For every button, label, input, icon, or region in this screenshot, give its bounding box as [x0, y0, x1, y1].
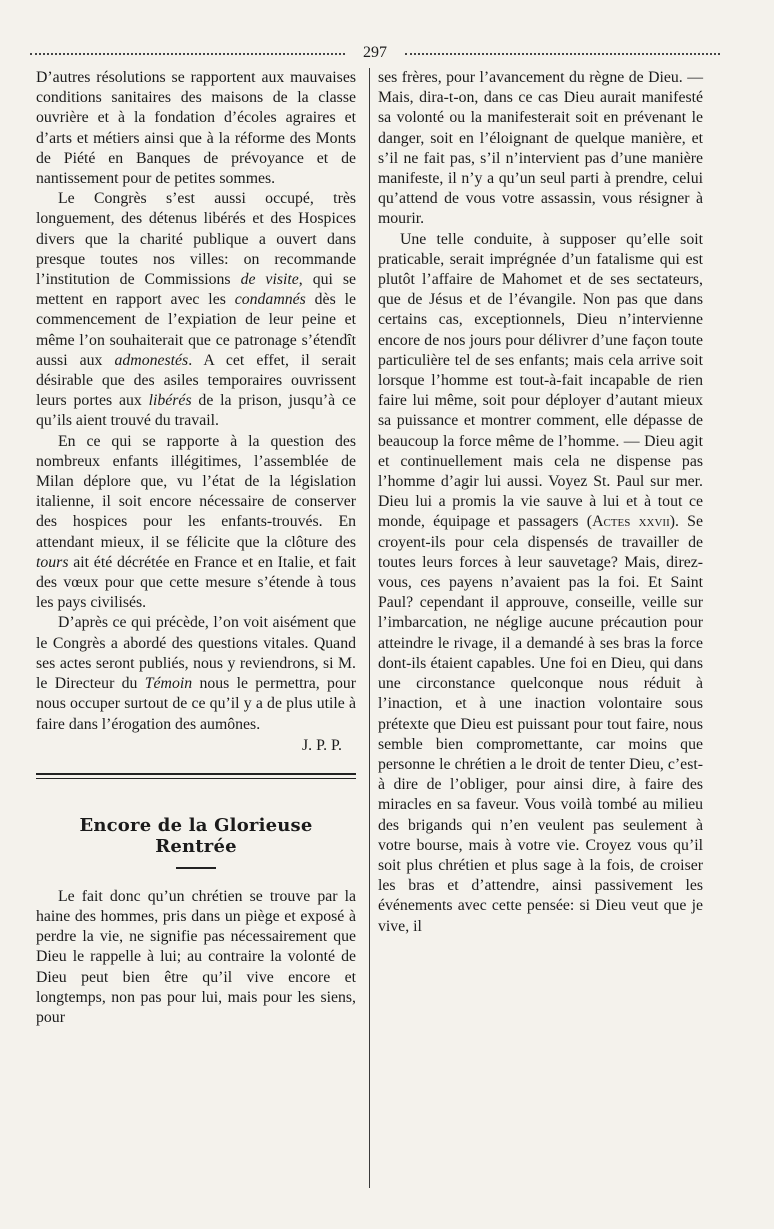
paragraph-fatalism: Une telle conduite, à supposer qu’elle soit praticable, serait imprégnée d’un fatalisme qui est plutôt l’affaire de Mahomet et de ses sectateurs, que de Jésus et de l’évangile. Non pas que dans certains cas, exceptionnels, Dieu n’intervienne encore de nos jours pour délivrer d’une façon toute particulière tel de ses enfants; mais cela arrive soit lorsque l’homme est tout-à-fait incapable de rien faire lui même, soit pour déployer d’autant mieux sa puissance et montrer comment, elle dépasse de beaucoup la force même de l’homme. — Dieu agit et continuellement mais cela ne dispense pas l’homme d’agir lui aussi. Voyez St. Paul sur mer. Dieu lui a promis la vie sauve à lui et à tout ce monde, équipage et passagers (Actes xxvii). Se croyent-ils pour cela dispensés de travailler de toutes leurs forces à leur sauvetage? Mais, direz-vous, ces payens n’avaient pas la foi. Et Saint Paul? cependant il approuve, conseille, veille sur l’imbarcation, ne néglige aucune précaution pour atteindre le rivage, il a demandé à ses bras la force dont-ils étaient capables. Une foi en Dieu, qui dans une circonstance quelconque nous réduit à l’inaction, et à une inaction volontaire sous prétexte que Dieu est puissant pour tout faire, nous semble bien compromettante, car moins que personne le chrétien a le droit de tenter Dieu, c’est-à dire de l’obliger, pour ainsi dire, à faire des miracles en sa faveur. Vous voilà tombé au milieu des brigands qui n’en veulent pas seulement à votre bourse, mais à votre vie. Croyez vous qu’il soit plus chrétien et plus sage à la fois, de croiser les bras et d’attendre, ainsi passivement les événements avec cette pensée: si Dieu veut que je vive, il: [378, 230, 703, 935]
paragraph-vital-questions: D’après ce qui précède, l’on voit aisément que le Congrès a abordé des questions vitales. Quand ses actes seront publiés, nous y reviendrons, si M. le Directeur du Témoin nous le permettra, pour nous occuper surtout de ce qu’il y a de plus utile à faire dans l’érogation des aumônes.: [36, 614, 356, 733]
paragraph-illegitimate-children: En ce qui se rapporte à la question des nombreux enfants illégitimes, l’assemblée de Milan déplore que, vu l’état de la législation italienne, il soit encore nécessaire de conserver des hospices pour les enfants-trouvés. En attendant mieux, il se félicite que la clôture des tours ait été décrétée en France et en Italie, et fait des vœux pour que cette mesure s’étende à tous les pays civilisés.: [36, 432, 356, 612]
section-rule-thin: [36, 778, 356, 779]
paragraph-resolutions: D’autres résolutions se rapportent aux mauvaises conditions sanitaires des maisons de la classe ouvrière et à la fondation d’écoles agraires et d’arts et métiers ainsi que à la réforme des Monts de Piété en Banques de prévoyance et de nantissement pour de petites sommes.: [36, 69, 356, 188]
page-number: 297: [363, 44, 387, 61]
left-column: [36, 68, 356, 1028]
spacer: [36, 869, 356, 887]
right-column: [378, 68, 703, 937]
section-title: Encore de la Glorieuse Rentrée: [79, 814, 313, 857]
section-rule: [36, 773, 356, 775]
paragraph-brothers: ses frères, pour l’avancement du règne de Dieu. — Mais, dira-t-on, dans ce cas Dieu aurait manifesté sa volonté ou la manifesterait soit en prévenant le danger, soit en l’éloignant de quelque manière, et s’il ne fait pas, s’il n’intervient pas d’une manière manifeste, il n’y a qu’un seul parti à prendre, celui qu’attend de vous votre assassin, vous résigner à mourir.: [378, 69, 703, 228]
header-ornament-right: [405, 53, 720, 57]
paragraph-christian-trap: Le fait donc qu’un chrétien se trouve par la haine des hommes, pris dans un piège et exposé à perdre la vie, ne signifie pas nécessairement que Dieu le rappelle à lui; au contraire la volonté de Dieu peut bien être qu’il vive encore et longtemps, non pas pour lui, mais pour les siens, pour: [36, 887, 356, 1026]
author-signature: J. P. P.: [302, 736, 342, 754]
header-ornament-left: [30, 53, 345, 57]
page-header: [30, 44, 720, 64]
column-divider: [369, 68, 370, 1188]
paragraph-congress-detainees: Le Congrès s’est aussi occupé, très longuement, des détenus libérés et des Hospices divers que la charité publique a ouvert dans presque toutes nos villes: on recommande l’institution de Commissions de visite, qui se mettent en rapport avec les condamnés dès le commencement de l’expiation de leur peine et même l’on souhaiterait que ce patronage s’étendît aussi aux admonestés. A cet effet, il serait désirable que des asiles temporaires ouvrissent leurs portes aux libérés de la prison, jusqu’à ce qu’ils aient trouvé du travail.: [36, 190, 356, 430]
